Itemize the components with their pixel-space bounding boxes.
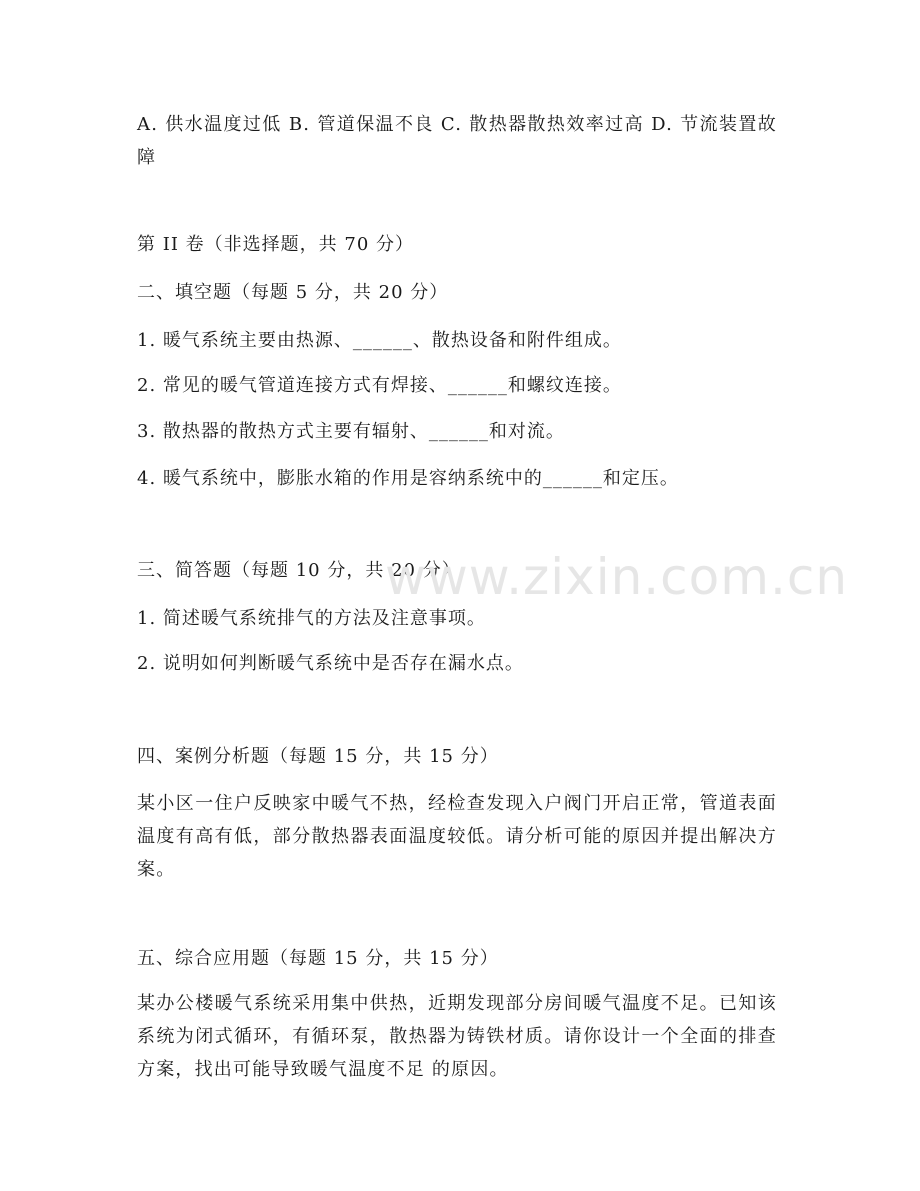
choice-options: A. 供水温度过低 B. 管道保温不良 C. 散热器散热效率过高 D. 节流装置故障	[137, 114, 777, 168]
fill-blank-item-1: 1. 暖气系统主要由热源、______、散热设备和附件组成。	[137, 330, 622, 351]
application-body: 某办公楼暖气系统采用集中供热，近期发现部分房间暖气温度不足。已知该系统为闭式循环，有循环泵，散热器为铸铁材质。请你设计一个全面的排查方案，找出可能导致暖气温度不足 的原因。	[137, 993, 777, 1080]
site-watermark: www.zixin.com.cn	[385, 548, 849, 606]
fill-blank-item-4: 4. 暖气系统中，膨胀水箱的作用是容纳系统中的______和定压。	[137, 468, 679, 489]
short-answer-heading: 三、简答题（每题 10 分，共 20 分）	[137, 560, 461, 581]
short-answer-item-1: 1. 简述暖气系统排气的方法及注意事项。	[137, 608, 486, 629]
case-analysis-body: 某小区一住户反映家中暖气不热，经检查发现入户阀门开启正常，管道表面温度有高有低，部分散热器表面温度较低。请分析可能的原因并提出解决方案。	[137, 793, 777, 880]
short-answer-item-2: 2. 说明如何判断暖气系统中是否存在漏水点。	[137, 653, 524, 674]
volume-title: 第 II 卷（非选择题，共 70 分）	[137, 234, 415, 255]
case-analysis-heading: 四、案例分析题（每题 15 分，共 15 分）	[137, 746, 499, 767]
application-heading: 五、综合应用题（每题 15 分，共 15 分）	[137, 948, 499, 969]
fill-blank-item-2: 2. 常见的暖气管道连接方式有焊接、______和螺纹连接。	[137, 375, 622, 396]
fill-blank-heading: 二、填空题（每题 5 分，共 20 分）	[137, 282, 449, 303]
fill-blank-item-3: 3. 散热器的散热方式主要有辐射、______和对流。	[137, 421, 565, 442]
